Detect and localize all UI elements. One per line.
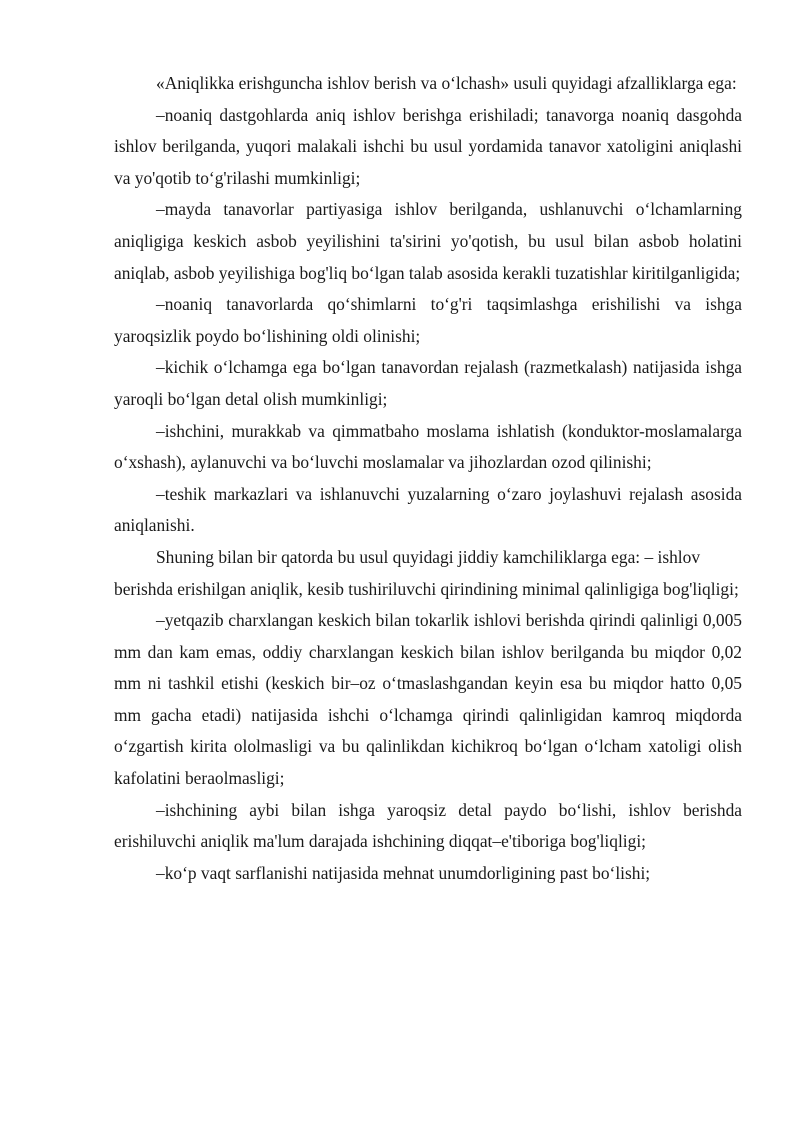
paragraph-advantage-6: –teshik markazlari va ishlanuvchi yuzalarning o‘zaro joylashuvi rejalash asosida aniqlanishi. xyxy=(114,483,742,536)
paragraph-disadvantages-intro: Shuning bilan bir qatorda bu usul quyidagi jiddiy kamchiliklarga ega: – ishlov berishda erishilgan aniqlik, kesib tushiriluvchi qirindining minimal qalinligiga bog'liqligi; xyxy=(114,546,739,599)
paragraph-advantage-2: –mayda tanavorlar partiyasiga ishlov berilganda, ushlanuvchi o‘lchamlarning aniqligiga keskich asbob yeyilishini ta'sirini yo'qotish, bu usul bilan asbob holatini aniqlab, asbob yeyilishiga bog'liq bo‘lgan talab asosida kerakli tuzatishlar kiritilganligida; xyxy=(114,199,742,283)
paragraph-advantage-1: –noaniq dastgohlarda aniq ishlov berishga erishiladi; tanavorga noaniq dasgohda ishlov berilganda, yuqori malakali ishchi bu usul yordamida tanavor xatoligini aniqlashi va yo'qotib to‘g'rilashi mumkinligi; xyxy=(114,104,742,188)
document-page xyxy=(114,68,742,889)
paragraph-disadvantage-3: –ko‘p vaqt sarflanishi natijasida mehnat unumdorligining past bo‘lishi; xyxy=(156,862,651,883)
paragraph-disadvantage-1: –yetqazib charxlangan keskich bilan tokarlik ishlovi berishda qirindi qalinligi 0,005 mm dan kam emas, oddiy charxlangan keskich bilan ishlov berilganda bu miqdor 0,02 mm ni tashkil etishi (keskich bir–oz o‘tmaslashgandan keyin esa bu miqdor hatto 0,05 mm gacha etadi) natijasida ishchi o‘lchamga qirindi qalinligidan kamroq miqdorda o‘zgartish kirita ololmasligi va bu qalinlikdan kichikroq bo‘lgan o‘lcham xatoligi olish kafolatini beraolmasligi; xyxy=(114,610,742,789)
paragraph-advantage-3: –noaniq tanavorlarda qo‘shimlarni to‘g'ri taqsimlashga erishilishi va ishga yaroqsizlik poydo bo‘lishining oldi olinishi; xyxy=(114,294,742,346)
paragraph-advantage-4: –kichik o‘lchamga ega bo‘lgan tanavordan rejalash (razmetkalash) natijasida ishga yaroqli bo‘lgan detal olish mumkinligi; xyxy=(114,357,742,409)
paragraph-disadvantage-2: –ishchining aybi bilan ishga yaroqsiz detal paydo bo‘lishi, ishlov berishda erishiluvchi aniqlik ma'lum darajada ishchining diqqat–e'tiboriga bog'liqligi; xyxy=(114,799,742,852)
paragraph-advantage-5: –ishchini, murakkab va qimmatbaho moslama ishlatish (konduktor-moslamalarga o‘xshash), aylanuvchi va bo‘luvchi moslamalar va jihozlardan ozod qilinishi; xyxy=(114,420,742,473)
paragraph-advantages-intro: «Aniqlikka erishguncha ishlov berish va o‘lchash» usuli quyidagi afzalliklarga ega: xyxy=(156,73,737,93)
